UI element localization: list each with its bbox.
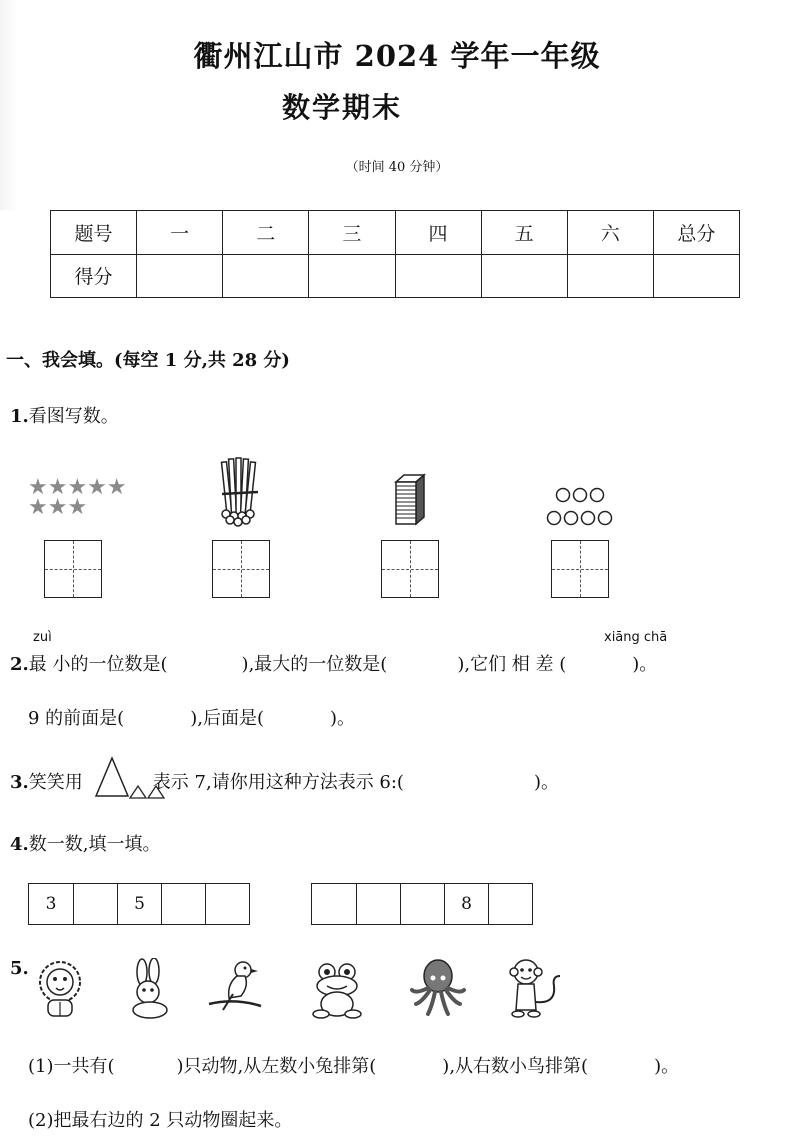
score-input-cell[interactable]	[137, 254, 223, 298]
score-input-cell[interactable]	[567, 254, 653, 298]
pinyin-zui: zuì	[33, 630, 52, 645]
question-text: 数一数,填一填。	[28, 834, 161, 855]
number-box-blank[interactable]	[161, 884, 205, 924]
stars-row-1: ★★★★★	[28, 475, 127, 500]
question-number: 3.	[10, 772, 29, 793]
answer-grid-1[interactable]	[44, 540, 102, 598]
question-1	[10, 402, 119, 428]
circles-group-icon	[543, 485, 617, 529]
question-number: 1.	[10, 406, 29, 427]
answer-grid-2[interactable]	[212, 540, 270, 598]
q3-text-c: )。	[533, 772, 559, 793]
octopus-icon	[408, 956, 468, 1018]
score-cell: 题号	[51, 211, 137, 255]
monkey-icon	[506, 958, 566, 1020]
question-5-sub-2: (2)把最右边的 2 只动物圈起来。	[28, 1110, 293, 1131]
q3-text-a: 笑笑用	[28, 772, 83, 793]
score-table-score-row	[51, 254, 740, 298]
question-2-line-2	[28, 704, 355, 730]
score-cell: 一	[137, 211, 223, 255]
score-cell: 五	[481, 211, 567, 255]
q2-text-b: ),最大的一位数是(	[241, 654, 388, 675]
frog-icon	[307, 960, 367, 1022]
score-table	[50, 210, 740, 298]
stick-bundle-icon	[214, 456, 262, 528]
bird-icon	[205, 958, 265, 1020]
q2-text-d: )。	[632, 654, 658, 675]
score-cell: 总分	[653, 211, 739, 255]
question-4	[10, 830, 161, 856]
answer-grid-4[interactable]	[551, 540, 609, 598]
number-box-blank[interactable]	[73, 884, 117, 924]
question-2-line-1	[10, 650, 657, 676]
score-input-cell[interactable]	[223, 254, 309, 298]
q2-text-c: ),它们 相 差 (	[457, 654, 567, 675]
question-5-sub-1	[28, 1052, 679, 1078]
exam-time: （时间 40 分钟）	[345, 160, 449, 175]
cube-stack-icon	[390, 472, 430, 526]
score-cell: 二	[223, 211, 309, 255]
q5-text-d: )。	[654, 1056, 680, 1077]
score-input-cell[interactable]	[309, 254, 395, 298]
number-boxes-left	[28, 883, 250, 925]
score-cell: 得分	[51, 254, 137, 298]
number-box: 3	[45, 894, 57, 914]
number-box: 8	[444, 884, 488, 924]
triangle-figure-icon	[92, 756, 166, 802]
answer-grid-3[interactable]	[381, 540, 439, 598]
score-cell: 四	[395, 211, 481, 255]
number-box-blank[interactable]	[205, 884, 249, 924]
q2-text-e: 9 的前面是(	[28, 708, 125, 729]
rabbit-icon	[120, 958, 180, 1020]
stars-row-2: ★★★	[28, 495, 88, 520]
section-title: 一、我会填。(每空 1 分,共 28 分)	[6, 350, 290, 371]
question-text: 看图写数。	[28, 406, 119, 427]
question-number: 2.	[10, 654, 29, 675]
number-box-blank[interactable]	[356, 884, 400, 924]
q5-text-c: ),从右数小鸟排第(	[442, 1056, 589, 1077]
q2-text-f: ),后面是(	[190, 708, 264, 729]
exam-subtitle: 数学期末	[282, 91, 403, 124]
number-box-blank[interactable]	[488, 884, 532, 924]
lion-icon	[30, 958, 90, 1020]
question-number: 4.	[10, 834, 29, 855]
score-cell: 六	[567, 211, 653, 255]
question-5	[10, 958, 29, 979]
exam-title: 衢州江山市 2024 学年一年级	[193, 39, 601, 73]
question-number: 5.	[10, 958, 29, 979]
score-input-cell[interactable]	[481, 254, 567, 298]
score-input-cell[interactable]	[653, 254, 739, 298]
score-table-header-row	[51, 211, 740, 255]
q2-text-a: 最 小的一位数是(	[28, 654, 168, 675]
q5-text-a: (1)一共有(	[28, 1056, 115, 1077]
number-box: 5	[117, 884, 161, 924]
number-box-blank[interactable]	[312, 884, 356, 924]
number-box-blank[interactable]	[400, 884, 444, 924]
score-cell: 三	[309, 211, 395, 255]
score-input-cell[interactable]	[395, 254, 481, 298]
q3-text-b: 表示 7,请你用这种方法表示 6:(	[152, 772, 404, 793]
number-boxes-right	[311, 883, 533, 925]
q5-text-b: )只动物,从左数小兔排第(	[176, 1056, 377, 1077]
q2-text-g: )。	[329, 708, 356, 729]
pinyin-xiangcha: xiāng chā	[604, 630, 668, 645]
